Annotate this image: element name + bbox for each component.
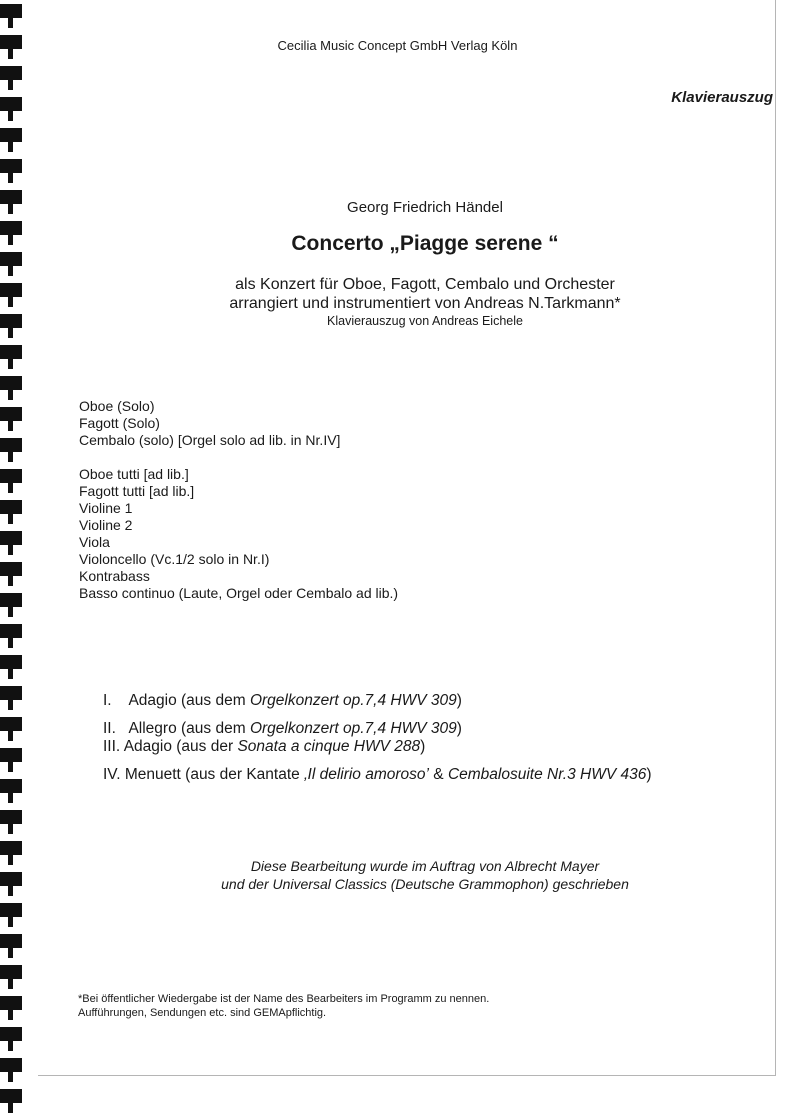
binding-tab [0,655,22,669]
movement-source: Cembalosuite Nr.3 HWV 436 [447,766,647,783]
composer: Georg Friedrich Händel [347,199,503,216]
binding-tab [0,438,22,452]
binding-tab [0,593,22,607]
movement-number: IV. [103,766,121,783]
binding-tab [0,934,22,948]
movement [103,766,652,784]
subtitle-line: als Konzert für Oboe, Fagott, Cembalo und Orchester [235,276,615,293]
page-border [38,0,776,1076]
footnote-line: *Bei öffentlicher Wiedergabe ist der Name des Bearbeiters im Programm zu nennen. [78,993,490,1005]
instrument: Basso continuo (Laute, Orgel oder Cembalo ad lib.) [79,585,399,601]
movement-tempo: Allegro (aus dem [128,720,246,737]
movement [103,738,425,756]
movement-number: I. [103,692,112,709]
binding-tab [0,531,22,545]
movement-source: Orgelkonzert op.7,4 HWV 309 [249,692,457,709]
binding-tab [0,903,22,917]
binding-tab [0,159,22,173]
movement-number: III. [103,738,121,755]
instrument: Viola [79,534,110,550]
binding-tab [0,4,22,18]
movement-tempo: Adagio (aus der [123,738,234,755]
binding-tab [0,965,22,979]
binding-tab [0,66,22,80]
binding-tab [0,128,22,142]
instrument: Violine 2 [79,517,133,533]
binding-tab [0,1089,22,1103]
instrument: Cembalo (solo) [Orgel solo ad lib. in Nr.IV] [79,432,341,448]
binding-tab [0,996,22,1010]
edition-type: Klavierauszug [671,89,773,106]
binding-tab [0,500,22,514]
binding-tab [0,97,22,111]
movement-source: Sonata a cinque HWV 288 [237,738,421,755]
binding-tab [0,376,22,390]
binding-tab [0,1058,22,1072]
movement [103,720,462,738]
movement-joiner: & [429,766,448,783]
movement-source: ‚Il delirio amoroso’ [304,766,429,783]
binding-tab [0,717,22,731]
instrument: Fagott tutti [ad lib.] [79,483,195,499]
instrument: Violine 1 [79,500,133,516]
movement-source: Orgelkonzert op.7,4 HWV 309 [249,720,457,737]
binding-tab [0,469,22,483]
binding-tab [0,686,22,700]
binding-tab [0,562,22,576]
movement [103,692,462,710]
paren: ) [646,766,652,783]
instrument: Violoncello (Vc.1/2 solo in Nr.I) [79,551,270,567]
subtitle-line: arrangiert und instrumentiert von Andreas N.Tarkmann* [229,295,621,312]
movement-tempo: Adagio (aus dem [128,692,246,709]
dedication-line: Diese Bearbeitung wurde im Auftrag von Albrecht Mayer [250,858,600,874]
spiral-binding [0,0,24,1105]
movement-number: II. [103,720,116,737]
work-title: Concerto „Piagge serene “ [291,232,559,255]
paren: ) [420,738,426,755]
binding-tab [0,841,22,855]
binding-tab [0,748,22,762]
instrument: Oboe (Solo) [79,398,155,414]
subtitle-line: Klavierauszug von Andreas Eichele [327,314,523,328]
movement-tempo: Menuett (aus der Kantate [124,766,300,783]
binding-tab [0,779,22,793]
instrument: Fagott (Solo) [79,415,160,431]
footnote-line: Aufführungen, Sendungen etc. sind GEMApflichtig. [78,1007,327,1019]
paren: ) [456,692,462,709]
binding-tab [0,1027,22,1041]
binding-tab [0,345,22,359]
binding-tab [0,810,22,824]
paren: ) [456,720,462,737]
instrument: Oboe tutti [ad lib.] [79,466,189,482]
dedication-line: und der Universal Classics (Deutsche Grammophon) geschrieben [221,876,629,892]
instrument: Kontrabass [79,568,150,584]
publisher: Cecilia Music Concept GmbH Verlag Köln [277,38,518,53]
binding-tab [0,624,22,638]
binding-tab [0,407,22,421]
